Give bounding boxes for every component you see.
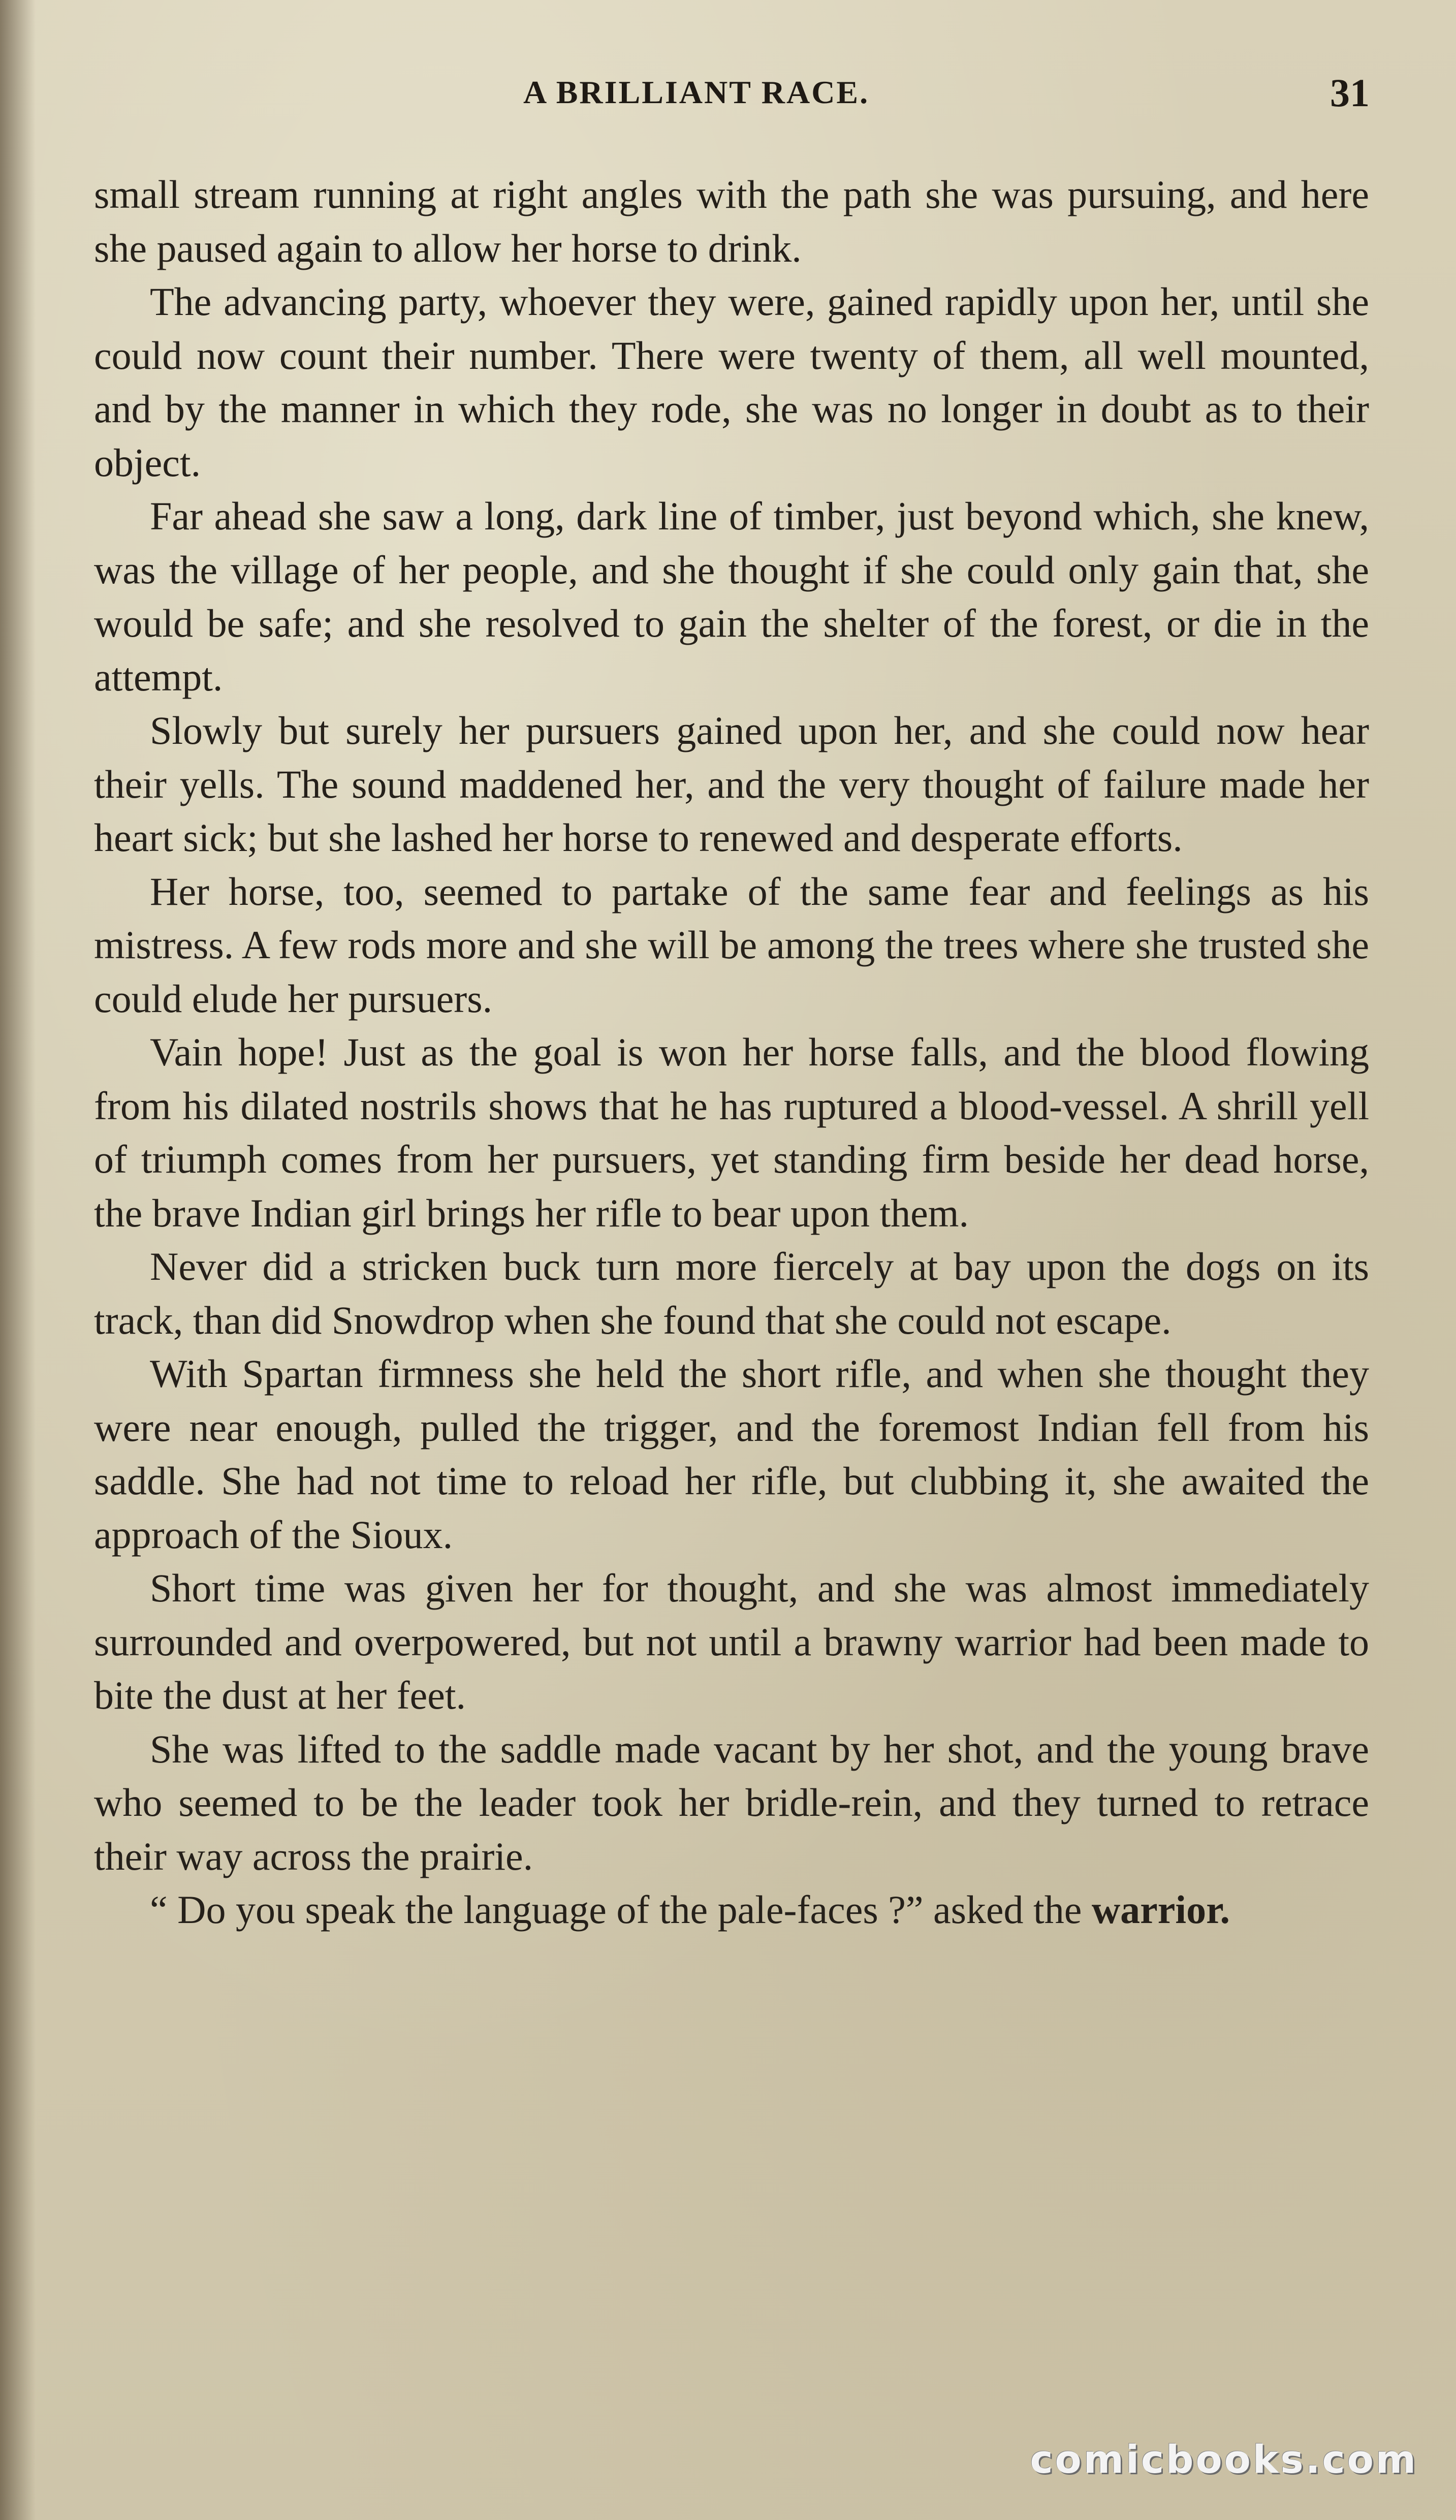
- paragraph-last: [94, 1883, 1369, 1937]
- paragraph: She was lifted to the saddle made vacant by her shot, and the young brave who seemed to be the leader took her bridle-rein, and they turned to retrace their way across the prairie.: [94, 1726, 1369, 1878]
- body-text: [94, 168, 1369, 1937]
- paragraph-last-text: “ Do you speak the language of the pale-faces ?” asked the: [150, 1887, 1082, 1932]
- watermark: comicbooks.com: [1030, 2437, 1418, 2482]
- paragraph-last-closing-word: warrior.: [1091, 1887, 1230, 1932]
- page-number: 31: [1330, 71, 1370, 115]
- paragraph: The advancing party, whoever they were, gained rapidly upon her, until she could now count their number. There were twenty of them, all well mounted, and by the manner in which they rode, she was no longer in doubt as to their object.: [94, 279, 1369, 485]
- paragraph: Short time was given her for thought, and she was almost immediately surrounded and overpowered, but not until a brawny warrior had been made to bite the dust at her feet.: [94, 1566, 1369, 1717]
- paragraph: Never did a stricken buck turn more fiercely at bay upon the dogs on its track, than did Snowdrop when she found that she could not escape.: [94, 1244, 1369, 1342]
- page-gutter-shadow: [0, 0, 36, 2520]
- paragraph: Slowly but surely her pursuers gained upon her, and she could now hear their yells. The sound maddened her, and the very thought of failure made her heart sick; but she lashed her horse to renewed and desperate efforts.: [94, 708, 1369, 860]
- running-head: A BRILLIANT RACE.: [523, 74, 870, 110]
- paragraph: Her horse, too, seemed to partake of the same fear and feelings as his mistress. A few rods more and she will be among the trees where she trusted she could elude her pursuers.: [94, 869, 1369, 1021]
- paragraph: Vain hope! Just as the goal is won her horse falls, and the blood flowing from his dilated nostrils shows that he has ruptured a blood-vessel. A shrill yell of triumph comes from her pursuers, yet standing firm beside her dead horse, the brave Indian girl brings her rifle to bear upon them.: [94, 1030, 1369, 1235]
- paragraph: small stream running at right angles with the path she was pursuing, and here she paused again to allow her horse to drink.: [94, 172, 1369, 270]
- paragraph: With Spartan firmness she held the short rifle, and when she thought they were near enough, pulled the trigger, and the foremost Indian fell from his saddle. She had not time to reload her rifle, but clubbing it, she awaited the approach of the Sioux.: [94, 1351, 1369, 1557]
- paragraph: Far ahead she saw a long, dark line of timber, just beyond which, she knew, was the village of her people, and she thought if she could only gain that, she would be safe; and she resolved to gain the shelter of the forest, or die in the attempt.: [94, 494, 1369, 699]
